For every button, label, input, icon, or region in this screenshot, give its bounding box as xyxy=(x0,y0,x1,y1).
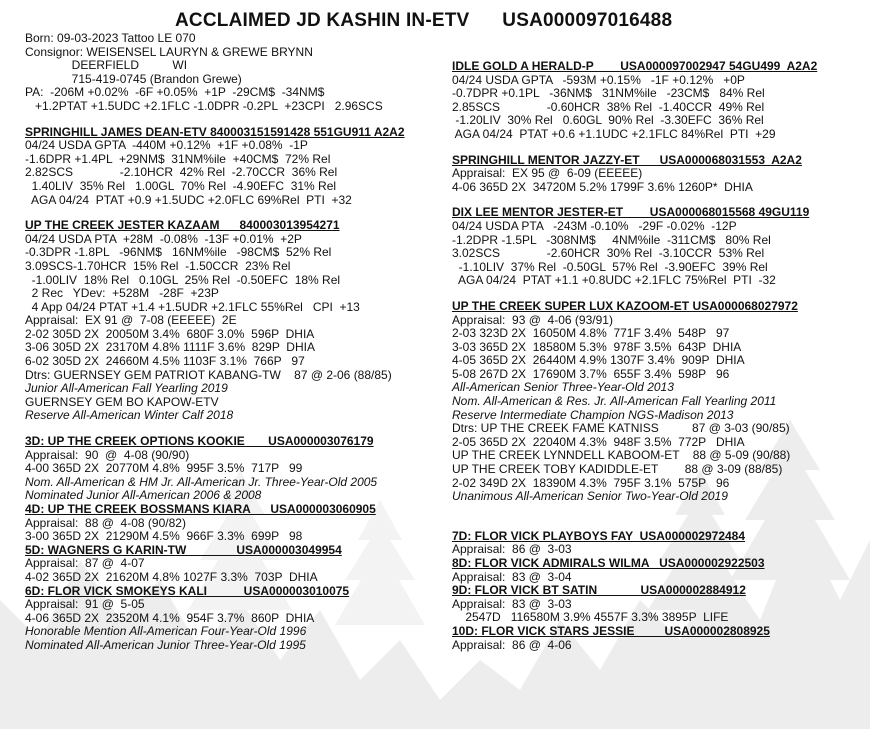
dam-heading: UP THE CREEK JESTER KAZAAM 840003013954271 xyxy=(25,218,340,233)
d6-award: Nominated All-American Junior Three-Year-Old 1995 xyxy=(25,637,306,652)
dam-line: 3-06 305D 2X 23170M 4.8% 1111F 3.6% 829P DHIA xyxy=(25,340,315,355)
consignor-line: Consignor: WEISENSEL LAURYN & GREWE BRYNN xyxy=(25,44,313,59)
mgs2-line: 4-06 365D 2X 34720M 5.2% 1799F 3.6% 1260P* DHIA xyxy=(452,179,753,194)
dam-daughter: GUERNSEY GEM BO KAPOW-ETV xyxy=(25,394,219,409)
dam-line: -1.00LIV 18% Rel 0.10GL 25% Rel -0.50EFC 18% Rel xyxy=(25,272,341,287)
d2-line: 4-05 365D 2X 26440M 4.9% 1307F 3.4% 909P DHIA xyxy=(452,353,745,368)
dam-line: 2-02 305D 2X 20050M 3.4% 680F 3.0% 596P DHIA xyxy=(25,326,315,341)
left-column xyxy=(25,32,445,653)
d6-award: Honorable Mention All-American Four-Year-Old 1996 xyxy=(25,624,307,639)
d3-award: Nom. All-American & HM Jr. All-American Jr. Three-Year-Old 2005 xyxy=(25,474,378,489)
sire-line: 04/24 USDA GPTA -440M +0.12% +1F +0.08% -1P xyxy=(25,138,308,153)
consignor-city: DEERFIELD WI xyxy=(25,58,188,73)
d2-daughter-line: UP THE CREEK LYNNDELL KABOOM-ET 88 @ 5-09 (90/88) xyxy=(452,448,791,463)
dam-line: 6-02 305D 2X 24660M 4.5% 1103F 3.1% 766P 97 xyxy=(25,354,305,369)
dam-line: 3.09SCS-1.70HCR 15% Rel -1.50CCR 23% Rel xyxy=(25,258,291,273)
d9-line: Appraisal: 83 @ 3-03 xyxy=(452,596,572,611)
d5-heading: 5D: WAGNERS G KARIN-TW USA000003049954 xyxy=(25,542,342,557)
mgs-line: AGA 04/24 PTAT +0.6 +1.1UDC +2.1FLC 84%Rel PTI +29 xyxy=(452,126,776,141)
sire-line: 2.82SCS -2.10HCR 42% Rel -2.70CCR 36% Rel xyxy=(25,165,338,180)
d9-heading: 9D: FLOR VICK BT SATIN USA000002884912 xyxy=(452,583,746,598)
d10-line: Appraisal: 86 @ 4-06 xyxy=(452,637,572,652)
d2-award: All-American Senior Three-Year-Old 2013 xyxy=(452,380,674,395)
sire-line: AGA 04/24 PTAT +0.9 +1.5UDC +2.0FLC 69%Rel PTI +32 xyxy=(25,192,352,207)
consignor-phone: 715-419-0745 (Brandon Grewe) xyxy=(25,71,242,86)
mgd-line: -1.2DPR -1.5PL -308NM$ 4NM%ile -311CM$ 80% Rel xyxy=(452,232,771,247)
dam-line: Appraisal: EX 91 @ 7-08 (EEEEE) 2E xyxy=(25,313,237,328)
d9-line: 2547D 116580M 3.9% 4557F 3.3% 3895P LIFE xyxy=(452,610,729,625)
mgd-line: -1.10LIV 37% Rel -0.50GL 57% Rel -3.90EFC 39% Rel xyxy=(452,259,768,274)
d2-daughter-line: 2-02 349D 2X 18390M 4.3% 795F 3.1% 575P 96 xyxy=(452,475,730,490)
d7-line: Appraisal: 86 @ 3-03 xyxy=(452,542,572,557)
d2-award: Reserve Intermediate Champion NGS-Madison 2013 xyxy=(452,407,734,422)
mgd-line: 3.02SCS -2.60HCR 30% Rel -3.10CCR 53% Rel xyxy=(452,246,765,261)
d2-line: 5-08 267D 2X 17690M 3.7% 655F 3.4% 598P 96 xyxy=(452,366,730,381)
mgd-heading: DIX LEE MENTOR JESTER-ET USA000068015568 49GU119 xyxy=(452,205,810,220)
d10-heading: 10D: FLOR VICK STARS JESSIE USA000002808925 xyxy=(452,623,770,638)
d2-award: Nom. All-American & Res. Jr. All-American Fall Yearling 2011 xyxy=(452,394,777,409)
d2-line: Appraisal: 93 @ 4-06 (93/91) xyxy=(452,312,613,327)
dam-line: -0.3DPR -1.8PL -96NM$ 16NM%ile -98CM$ 52% Rel xyxy=(25,245,332,260)
mgs-line: -1.20LIV 30% Rel 0.60GL 90% Rel -3.30EFC 36% Rel xyxy=(452,113,764,128)
d5-line: Appraisal: 87 @ 4-07 xyxy=(25,556,145,571)
dam-award: Reserve All-American Winter Calf 2018 xyxy=(25,408,234,423)
d3-award: Nominated Junior All-American 2006 & 2008 xyxy=(25,488,262,503)
mgs2-line: Appraisal: EX 95 @ 6-09 (EEEEE) xyxy=(452,166,643,181)
dam-line: 4 App 04/24 PTAT +1.4 +1.5UDR +2.1FLC 55%Rel CPI +13 xyxy=(25,299,360,314)
d4-heading: 4D: UP THE CREEK BOSSMANS KIARA USA000003060905 xyxy=(25,502,376,516)
d6-heading: 6D: FLOR VICK SMOKEYS KALI USA000003010075 xyxy=(25,583,350,598)
d3-line: 4-00 365D 2X 20770M 4.8% 995F 3.5% 717P 99 xyxy=(25,461,303,476)
dam-line: 2 Rec YDev: +528M -28F +23P xyxy=(25,286,219,301)
mgd-line: AGA 04/24 PTAT +1.1 +0.8UDC +2.1FLC 75%Rel PTI -32 xyxy=(452,273,776,288)
mgd-line: 04/24 USDA PTA -243M -0.10% -29F -0.02% -12P xyxy=(452,218,737,233)
page-title: ACCLAIMED JD KASHIN IN-ETV USA000097016488 xyxy=(175,10,673,31)
d3-heading: 3D: UP THE CREEK OPTIONS KOOKIE USA000003076179 xyxy=(25,434,374,449)
right-column xyxy=(452,60,862,652)
d7-heading: 7D: FLOR VICK PLAYBOYS FAY USA000002972484 xyxy=(452,528,746,543)
d6-line: Appraisal: 91 @ 5-05 xyxy=(25,597,145,612)
mgs-line: 04/24 USDA GPTA -593M +0.15% -1F +0.12% +0P xyxy=(452,72,745,87)
pa-line-2: +1.2PTAT +1.5UDC +2.1FLC -1.0DPR -0.2PL +23CPI 2.96SCS xyxy=(25,98,383,113)
mgs-line: -0.7DPR +0.1PL -36NM$ 31NM%ile -23CM$ 84% Rel xyxy=(452,86,765,101)
mgs-heading: IDLE GOLD A HERALD-P USA000097002947 54GU499 A2A2 xyxy=(452,59,818,73)
birth-line: Born: 09-03-2023 Tattoo LE 070 xyxy=(25,31,196,45)
dam-award: Junior All-American Fall Yearling 2019 xyxy=(25,381,228,396)
d5-line: 4-02 365D 2X 21620M 4.8% 1027F 3.3% 703P DHIA xyxy=(25,569,318,584)
d8-heading: 8D: FLOR VICK ADMIRALS WILMA USA000002922503 xyxy=(452,556,765,570)
sire-line: 1.40LIV 35% Rel 1.00GL 70% Rel -4.90EFC 31% Rel xyxy=(25,178,337,193)
d4-line: 3-00 365D 2X 21290M 4.5% 966F 3.3% 699P 98 xyxy=(25,529,303,544)
d2-daughter-line: UP THE CREEK TOBY KADIDDLE-ET 88 @ 3-09 (88/85) xyxy=(452,462,783,477)
d8-line: Appraisal: 83 @ 3-04 xyxy=(452,569,572,584)
d2-line: 3-03 365D 2X 18580M 5.3% 978F 3.5% 643P DHIA xyxy=(452,339,742,354)
dam-line: 04/24 USDA PTA +28M -0.08% -13F +0.01% +2P xyxy=(25,231,302,246)
d2-daughter-line: Dtrs: UP THE CREEK FAME KATNISS 87 @ 3-03 (90/85) xyxy=(452,421,790,436)
dam-line: Dtrs: GUERNSEY GEM PATRIOT KABANG-TW 87 @ 2-06 (88/85) xyxy=(25,367,392,382)
sire-line: -1.6DPR +1.4PL +29NM$ 31NM%ile +40CM$ 72% Rel xyxy=(25,151,331,166)
d4-line: Appraisal: 88 @ 4-08 (90/82) xyxy=(25,515,186,530)
d2-line: 2-03 323D 2X 16050M 4.8% 771F 3.4% 548P 97 xyxy=(452,326,730,341)
sire-heading: SPRINGHILL JAMES DEAN-ETV 840003151591428 551GU911 A2A2 xyxy=(25,124,405,139)
d2-heading: UP THE CREEK SUPER LUX KAZOOM-ET USA000068027972 xyxy=(452,298,798,313)
d2-award: Unanimous All-American Senior Two-Year-Old 2019 xyxy=(452,489,728,504)
pa-line-1: PA: -206M +0.02% -6F +0.05% +1P -29CM$ -34NM$ xyxy=(25,85,325,100)
mgs2-heading: SPRINGHILL MENTOR JAZZY-ET USA000068031553 A2A2 xyxy=(452,152,802,167)
d6-line: 4-06 365D 2X 23520M 4.1% 954F 3.7% 860P DHIA xyxy=(25,610,315,625)
d3-line: Appraisal: 90 @ 4-08 (90/90) xyxy=(25,447,190,462)
d2-daughter-line: 2-05 365D 2X 22040M 4.3% 948F 3.5% 772P DHIA xyxy=(452,434,745,449)
mgs-line: 2.85SCS -0.60HCR 38% Rel -1.40CCR 49% Rel xyxy=(452,99,765,114)
